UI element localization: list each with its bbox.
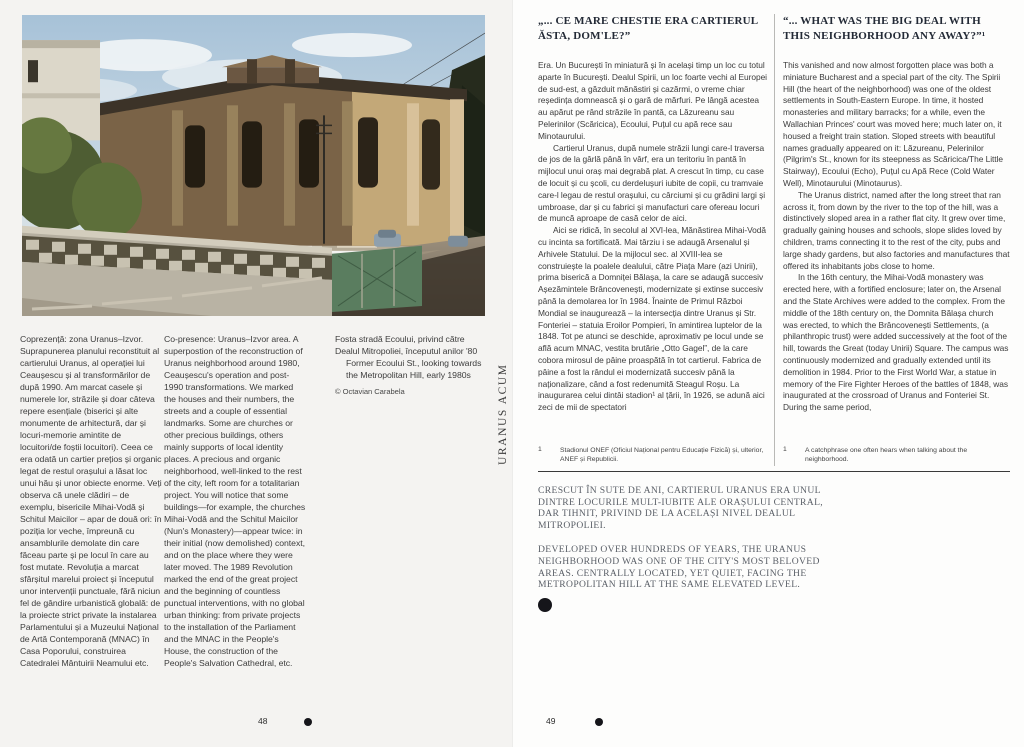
body-english [783,60,1010,414]
photo-caption-romanian: Fosta stradă Ecoului, privind către Dealul Mitropoliei, începutul anilor '80 [335,334,478,356]
photo-caption [335,333,487,398]
paragraph: Aici se ridică, în secolul al XVI-lea, Mănăstirea Mihai-Vodă cu incinta sa fortificată. Mai târziu i se adaugă Arsenalul și Arhivele Statului. De la mijlocul sec. al XVIII-lea se construiește la poalele dealului, către Piața Mare (azi Unirii), prima biserică a Domniței Bălașa, la care se adaugă succesiv Așezămintele Brâncovenești, modernizate și extinse succesiv până la demolarea lor în 1984. Înainte de Primul Război Mondial se inaugurează – la intersecția dintre Uranus și Str. Fonteriei – statuia Eroilor Pompieri, în amintirea luptelor de la 1848. Tot pe atunci se deschide, aproximativ pe locul unde se află acum MNAC, vestita brutărie „Otto Gagel”, de la care cobora mirosul de pâine proaspătă în tot cartierul. Fabrica de pâine a fost la rândul ei modernizată succesiv până la naționalizare, când a fost redenumită Steagul Roșu. La inaugurarea celui dintâi stadion¹ al țării, în 1926, se adună aici zeci de mii de spectatori [538,225,766,413]
photo-credit: © Octavian Carabela [335,387,405,396]
column-romanian [538,0,769,466]
parked-car-2 [448,236,468,247]
heading-romanian: „... CE MARE CHESTIE ERA CARTIERUL ĂSTA, DOM'LE?” [538,15,758,42]
street-photo [22,15,485,316]
page-right [512,0,1024,747]
footnote-text: Stadionul ONEF (Oficiul Național pentru Educație Fizică) și, ulterior, ANEF și Republicii. [560,446,764,463]
caption-romanian: Coprezență: zona Uranus–Izvor. Suprapunerea planului reconstituit al cartierului Uranus, al operației lui Ceaușescu și al transformărilor de după 1990. Am marcat casele și numerele lor, străzile și doar câteva repere esențiale (biserici și alte monumente de arhitectură, dar și locuri-memorie amintite de locuitori/de foștii locuitori). Ceea ce era odată un cartier prețios și organic legat de restul orașului a lăsat loc unui hău și unor obiecte enorme. Veți observa că unele clădiri – de exemplu, bisericile Mihai-Vodă și Schitul Maicilor – apar de două ori: în poziția lor veche, împreună cu ansamblurile demolate din care făceau parte și pe locul în care au fost mutate. Revoluția a marcat sfârșitul marelui proiect și începutul unor intervenții punctuale, fără niciun fel de gândire urbanistică globală: de la proiecte strict private la instalarea Parlamentului și a Muzeului Național de Artă Contemporană (MNAC) în Casa Poporului, construirea Catedralei Mântuirii Neamului etc. [20,334,162,668]
footnote-english [783,446,1010,464]
body-romanian [538,60,769,414]
footnote-romanian [538,446,769,464]
caption-english: Co-presence: Uranus–Izvor area. A superpostion of the reconstruction of Uranus neighborhood around 1980, Ceaușescu's operation and post-1990 transformations. We marked the houses and their numbers, the streets and a couple of essential landmarks. Some are churches or other precious buildings, others mainly supports of local identity places. A precious and organic neighborhood, well-linked to the rest of the city, left room for a totalitarian project. You will notice that some buildings—for example, the churches Mihai-Vodă and the Schitul Maicilor (Nun's Monastery)—appear twice: in their initial (now demolished) context, and on the place where they were later moved. The 1989 Revolution marked the end of the great project and the beginning of countless punctual interventions, with no global urban thinking: from private projects to the installation of the Parliament and the MNAC in the People's House, the construction of the People's Salvation Cathedral, etc. [164,334,306,668]
paragraph: This vanished and now almost forgotten place was both a miniature Bucharest and a special part of the city. The Spirii Hill (the heart of the neighborhood) was one of the oldest settlements in South-Eastern Europe. In time, it hosted monasteries and military barracks; for a while, even the Wallachian Princes' court was moved here; much later on, it housed a freight train station. Sloped streets with beautiful names gradually appeared on it: Lăzureanu, Pelerinilor (Pilgrim's St., known for its steepness as Scăricica/The Little Stairway), Ecoului (Echo), Puțul cu Apă Rece (Cold Water Well), Minotaurului (Minotaurus). [783,60,1004,188]
end-dot [538,598,552,612]
chapter-marker: URANUS ACUM [497,363,509,465]
text-columns [513,0,1024,468]
page-number-left: 48 [258,716,268,726]
paragraph: Cartierul Uranus, după numele străzii lungi care-l traversa de jos de la gârlă până în vârf, era un teritoriu în pantă în mijlocul unui oraș mai degrabă plat. A crescut în timp, cu case de locuit și cu școli, cu derdelușuri iubite de copii, cu tramvaie care-l legau de restul orașului, cu cârciumi și cu grădini largi și umbroase, dar și cu fabrici și manufacturi care ofereau locuri de muncă aproape de casă celor de aici. [538,142,766,224]
footer-dot-right [595,718,603,726]
footnote-number: 1 [538,445,542,453]
pull-quote-english: DEVELOPED OVER HUNDREDS OF YEARS, THE URANUS NEIGHBORHOOD WAS ONE OF THE CITY'S MOST BELOVED AREAS. CENTRALLY LOCATED, YET QUIET, FACING THE METROPOLITAN HILL AT THE SAME ELEVATED LEVEL. [538,544,820,591]
photo-caption-english: Former Ecoului St., looking towards the Metropolitan Hill, early 1980s [346,358,482,380]
pull-quote-romanian: CRESCUT ÎN SUTE DE ANI, CARTIERUL URANUS ERA UNUL DINTRE LOCURILE MULT-IUBITE ALE ORAȘULUI CENTRAL, DAR TIHNIT, PRIVIND DE LA ACELAȘI NIVEL DEALUL MITROPOLIEI. [538,485,824,531]
paragraph: Era. Un București în miniatură și în același timp un loc cu totul aparte în București. Dealul Spirii, un loc foarte vechi al Europei de sud-est, a găzduit mănăstiri și cazărmi, o vreme chiar reședința domnească și o gară de mărfuri. Pe lângă acestea au apărut pe rând străzile în pantă, ca Lăzureanu sau Pelerinilor (Scăricica), Ecoului, Puțul cu apă rece sau Minotaurului. [538,60,767,141]
street-photo-illustration [22,15,485,316]
footer-dot-left [304,718,312,726]
column-english [783,0,1010,466]
footnote-rule [538,471,1010,472]
heading-english: “... WHAT WAS THE BIG DEAL WITH THIS NEIGHBORHOOD ANY AWAY?”¹ [783,15,986,42]
footnote-text: A catchphrase one often hears when talking about the neighborhood. [805,446,968,463]
footnote-number: 1 [783,445,787,453]
page-number-right: 49 [546,716,556,726]
pull-quote [538,485,826,591]
paragraph: The Uranus district, named after the long street that ran across it, from down by the river to the top of the hill, was a distinctively sloped area in a rather flat city. It grew over time, gradually gaining houses and schools, slope slides loved by children, trams connecting it to the rest of the city, pubs and large shady gardens, but also factories and manufactures that offered its inhabitants jobs close to home. [783,189,1010,271]
column-divider [774,14,775,466]
green-fence [332,246,422,312]
paragraph: In the 16th century, the Mihai-Vodă monastery was erected here, with a fortified enclosure; later on, the Arsenal and the State Archives were added to the complex. From the middle of the 18th century on, the Domnita Bălașa church was erected, to which the Brâncovenești Settlements, (a philanthropic trust) were added successively at the foot of the hill, towards the Great (today Unirii) Square. The campus was continuously modernized and gradually extended until its demolition in 1984. Prior to the First World War, a statue in memory of the Fire Fighter Heroes of the battles of 1848, was inaugurated at the crossroad of Uranus and Fonteriei St. During the same period, [783,272,1009,413]
